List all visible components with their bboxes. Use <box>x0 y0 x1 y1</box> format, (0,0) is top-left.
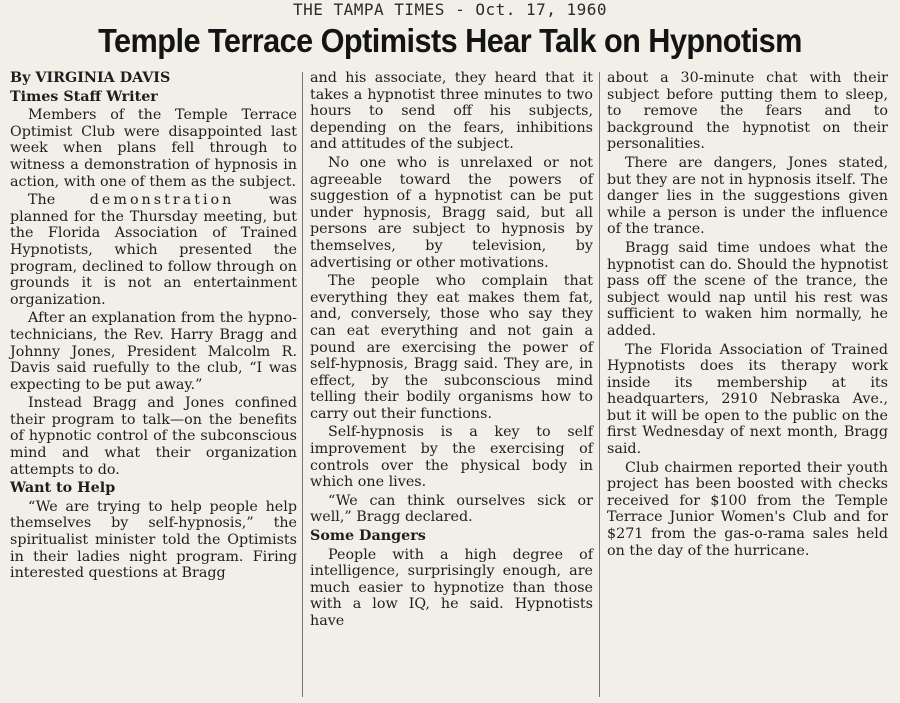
paragraph: “We are trying to help people help themselves by self-hypnosis,” the spiritualist minister told the Optimists in their ladies night program. Firing interested questions at Bragg <box>10 498 297 582</box>
byline-role: Times Staff Writer <box>10 88 158 105</box>
paragraph: about a 30-minute chat with their subject before putting them to sleep, to remove the fears and to background the hypnotist on their personalities. <box>607 70 888 153</box>
byline-author: By VIRGINIA DAVIS <box>10 70 171 86</box>
paragraph: Club chairmen reported their youth project has been boosted with checks received for $100 from the Temple Terrace Junior Women's Club and for $271 from the gas-o-rama sales held on the day of the hurricane. <box>607 459 888 559</box>
paragraph <box>10 192 297 308</box>
subhead: Some Dangers <box>310 528 426 545</box>
paragraph: Self-hypnosis is a key to self improvement by the exercising of controls over the physical body in which one lives. <box>310 424 593 491</box>
paragraph: There are dangers, Jones stated, but they are not in hypnosis itself. The danger lies in the suggestions given while a person is under the influence of the trance. <box>607 154 888 238</box>
paragraph: No one who is unrelaxed or not agreeable toward the powers of suggestion of a hypnotist can be put under hypnosis, Bragg said, but all persons are subject to hypnosis by themselves, by television, by advertising or other motivations. <box>310 154 593 271</box>
paragraph-text: The <box>28 192 56 209</box>
headline: Temple Terrace Optimists Hear Talk on Hypnotism <box>98 22 802 59</box>
article-column-2 <box>310 70 593 632</box>
column-rule <box>599 72 600 697</box>
paragraph: After an explanation from the hypno-technicians, the Rev. Harry Bragg and Johnny Jones, President Malcolm R. Davis said ruefully to the club, “I was expecting to be put away.” <box>10 310 297 393</box>
paragraph: The Florida Association of Trained Hypnotists does its therapy work inside its membership at its headquarters, 2910 Nebraska Ave., but it will be open to the public on the first Wednesday of next month, Bragg said. <box>607 341 888 458</box>
paragraph-text: demonstration <box>89 192 235 209</box>
dateline: THE TAMPA TIMES - Oct. 17, 1960 <box>292 0 608 19</box>
article-column-1 <box>10 70 297 584</box>
article-column-3 <box>607 70 888 561</box>
paragraph: Instead Bragg and Jones confined their program to talk—on the benefits of hypnotic control of the subconscious mind and what their organization attempts to do. <box>10 395 297 478</box>
paragraph-text: was planned for the Thursday meeting, but the Florida Association of Trained Hypnotists, which presented the program, declined to follow through on grounds it is not an entertainment organization. <box>10 192 298 308</box>
column-rule <box>302 72 303 697</box>
paragraph: People with a high degree of intelligence, surprisingly enough, are much easier to hypnotize than those with a low IQ, he said. Hypnotists have <box>310 546 593 629</box>
subhead: Want to Help <box>10 480 116 497</box>
paragraph: The people who complain that everything they eat makes them fat, and, conversely, those who say they can eat everything and not gain a pound are exercising the power of self-hypnosis, Bragg said. They are, in effect, by the subconscious mind telling their bodily organisms how to carry out their functions. <box>310 273 593 422</box>
paragraph: Members of the Temple Terrace Optimist Club were disappointed last week when plans fell through to witness a demonstration of hypnosis in action, with one of them as the subject. <box>10 107 297 190</box>
paragraph: and his associate, they heard that it takes a hypnotist three minutes to two hours to send off his subjects, depending on the fears, inhibitions and attitudes of the subject. <box>310 70 593 153</box>
paragraph: Bragg said time undoes what the hypnotist can do. Should the hypnotist pass off the scene of the trance, the subject would nap until his rest was sufficient to waken him normally, he added. <box>607 239 888 339</box>
paragraph: “We can think ourselves sick or well,” Bragg declared. <box>310 492 593 526</box>
